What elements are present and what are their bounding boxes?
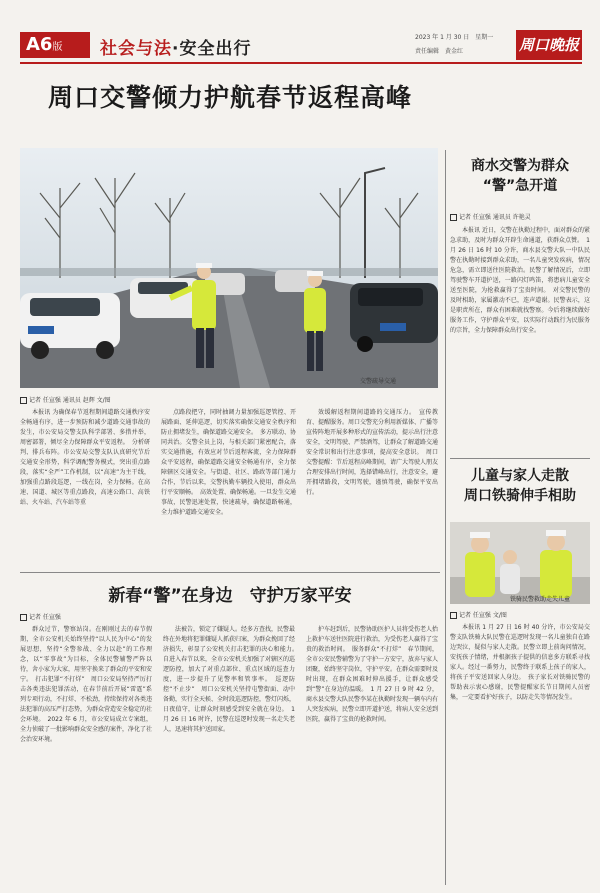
right1-body: 本报讯 近日，交警在执勤过程中，面对群众的紧急求助，及时为群众开辟生命通道，获群众点赞。 1 月 26 日 16 时 10 分许，商水县交警大队一中队民警在执勤时接到群众求助，一名儿童突发疾病，情况危急，需立即送往医院救治。民警了解情况后，立即驾驶警车开道护送，一路闪灯鸣笛，将患病儿童安全送至医院，为抢救赢得了宝贵时间。 对交警民警的及时相助，家属激动不已，连声道谢。民警表示，这是职责所在，群众有困难就找警察。今后将继续做好服务工作，守护群众平安，以实际行动践行为民服务的宗旨，全力保障群众出行安全。 xyxy=(450,227,590,334)
right2-body: 本报讯 1 月 27 日 16 时 40 分许，市公安局交警支队铁骑大队民警在巡逻时发现一名儿童独自在路边哭泣，疑似与家人走散。民警立即上前询问情况，安抚孩子情绪，并根据孩子提供的信息多方联系寻找家人。经过一番努力，民警终于联系上孩子的家人，将孩子平安送回家人身边。 孩子家长对铁骑民警的帮助表示衷心感谢，民警提醒家长节日期间人员密集，一定要看护好孩子，以防走失等情况发生。 xyxy=(450,624,590,701)
editor-credit: 责任编辑 黄金红 xyxy=(415,48,464,55)
mid-headline: 新春“警”在身边 守护万家平安 xyxy=(108,586,352,606)
section-title: 社会与法·安全出行 xyxy=(100,39,252,59)
mid-col-3: 护车赶到后，民警协助医护人员将受伤老人抬上救护车送往医院进行救治，为受伤老人赢得了宝贵的救治时间。 服务群众“不打烊” 春节期间，全市公安民警辅警为了守护一方安宁，放弃与家人团聚，始终坚守岗位，守护平安。在群众需要时及时出现，在群众困难时伸出援手，让群众感受到“警”在身边的温暖。 1 月 27 日 9 时 42 分，商水县交警大队民警李某在执勤时发现一辆车内有人突发疾病，民警立即开道护送，将病人安全送到医院，赢得了宝贵的抢救时间。 xyxy=(306,626,439,723)
right2-headline: 儿童与家人走散 周口铁骑伸手相助 xyxy=(464,468,576,504)
right2-photo xyxy=(450,522,590,604)
main-col-1: 本报讯 为确保春节返程期间道路交通秩序安全畅通有序，进一步预防和减少道路交通事故的发生，市公安局交警支队科学部署、多措并举，周密部署，倾尽全力保障群众平安返程。 分析研判、排兵布阵。市公安局交警支队认真研究节后交通安全形势，科学调配警务模式，突出重点路段，落实“全严”工作机制，以“高速”为主干线，加强重点路段巡逻，一线在岗，全力保畅。在高速、国道、城区等重点路段，高速公路口、高铁站、火车站、汽车站等重 xyxy=(20,409,150,506)
photo-caption: 交警疏导交通 xyxy=(360,378,397,385)
mid-col-2: 法被告，锁定了嫌疑人。经多方查找，民警最终在外地将犯罪嫌疑人抓获归案，为群众挽回了经济损失，彰显了公安机关打击犯罪的决心和能力。 自进入春节以来，全市公安机关加强了对辖区的巡逻防控，加大了对重点部位、重点区域的巡查力度，进一步提升了见警率和管事率。 巡逻防控“不止步” 周口公安机关坚持屯警街面、动中备勤，实行全天候、全时段巡逻防控，警灯闪烁，日夜值守，让群众时刻感受到安全就在身边。 1 月 26 日 16 时许，民警在巡逻时发现一名走失老人，迅速将其护送回家。 xyxy=(163,626,302,733)
page-header xyxy=(20,28,582,64)
main-byline: 记者 任宣强 通讯员 赵辉 文/图 xyxy=(20,395,111,404)
mid-byline: 记者 任宣强 xyxy=(20,612,61,621)
right2-photo-caption: 铁骑民警救助走失儿童 xyxy=(510,596,571,603)
column-divider xyxy=(445,150,446,885)
right1-headline: 商水交警为群众 “警”急开道 xyxy=(471,158,569,194)
section-divider xyxy=(20,572,440,573)
officer-with-child-photo xyxy=(450,522,590,604)
main-col-2: 点路段把守，同时抽调力量加强巡逻管控、开展路面、延伸巡逻，切实落实确保交通安全秩序和防止拥堵发生，确保道路交通安全。 多方联动、协同共治。交警全员上岗，与相关部门紧密配合，落实交通措施，有效应对节后返程客流，全力保障群众平安返程，确保道路交通安全畅通有序，全力保障辖区交通安全。与街道、社区、路政等部门通力合作，节后以来，交警执勤车辆投入使用，群众出行平安顺畅。 高效处置、确保畅通。一旦发生交通事故，民警迅速处置，快速疏导，确保道路畅通，全力维护道路交通安全。 xyxy=(161,409,297,516)
main-photo xyxy=(20,148,438,388)
mid-col-1: 群众过节，警察站岗。在刚刚过去的春节假期，全市公安机关始终坚持“以人民为中心”的发展思想，坚持“全警参战、全力以赴”的工作理念，以“零事故”为目标，全体民警辅警严阵以待，舍小家为大家，用坚守换来了群众的平安和安宁。 打击犯罪“不打烊” 周口公安局坚持严厉打击各类违法犯罪活动，在春节前后开展“雷霆”系列专项行动，不打烊、不松劲，持续保持对各类违法犯罪的高压严打态势，为群众营造安全稳定的社会环境。 2022 年 6 月，市公安局成立专案组，全力侦破了一批影响群众安全感的案件，净化了社会治安环境。 xyxy=(20,626,153,743)
right-divider xyxy=(450,458,590,459)
main-col-3: 效缓解返程期间道路的交通压力。 宣传教育、提醒服务。周口交警充分利用新媒体、广播等宣传阵地开展多种形式的宣传活动，提示出行注意安全，文明驾驶、严禁酒驾，让群众了解道路交通安全常识和出行注意事项，提高安全意识。 周口交警提醒：节后返程高峰期间，请广大驾驶人朋友合理安排出行时间，选择错峰出行，注意安全，避开拥堵路段，文明驾驶，谨慎驾驶，确保平安出行。 xyxy=(306,409,439,496)
main-headline: 周口交警倾力护航春节返程高峰 xyxy=(47,83,412,112)
right1-byline: 记者 任宣强 通讯员 许艳灵 xyxy=(450,212,531,221)
traffic-police-photo xyxy=(20,148,438,388)
right2-byline: 记者 任宣强 文/图 xyxy=(450,610,507,619)
newspaper-logo: 周口晚报 xyxy=(516,30,582,60)
page-number: A6版 xyxy=(20,32,90,58)
issue-date: 2023 年 1 月 30 日 星期一 xyxy=(415,34,494,41)
